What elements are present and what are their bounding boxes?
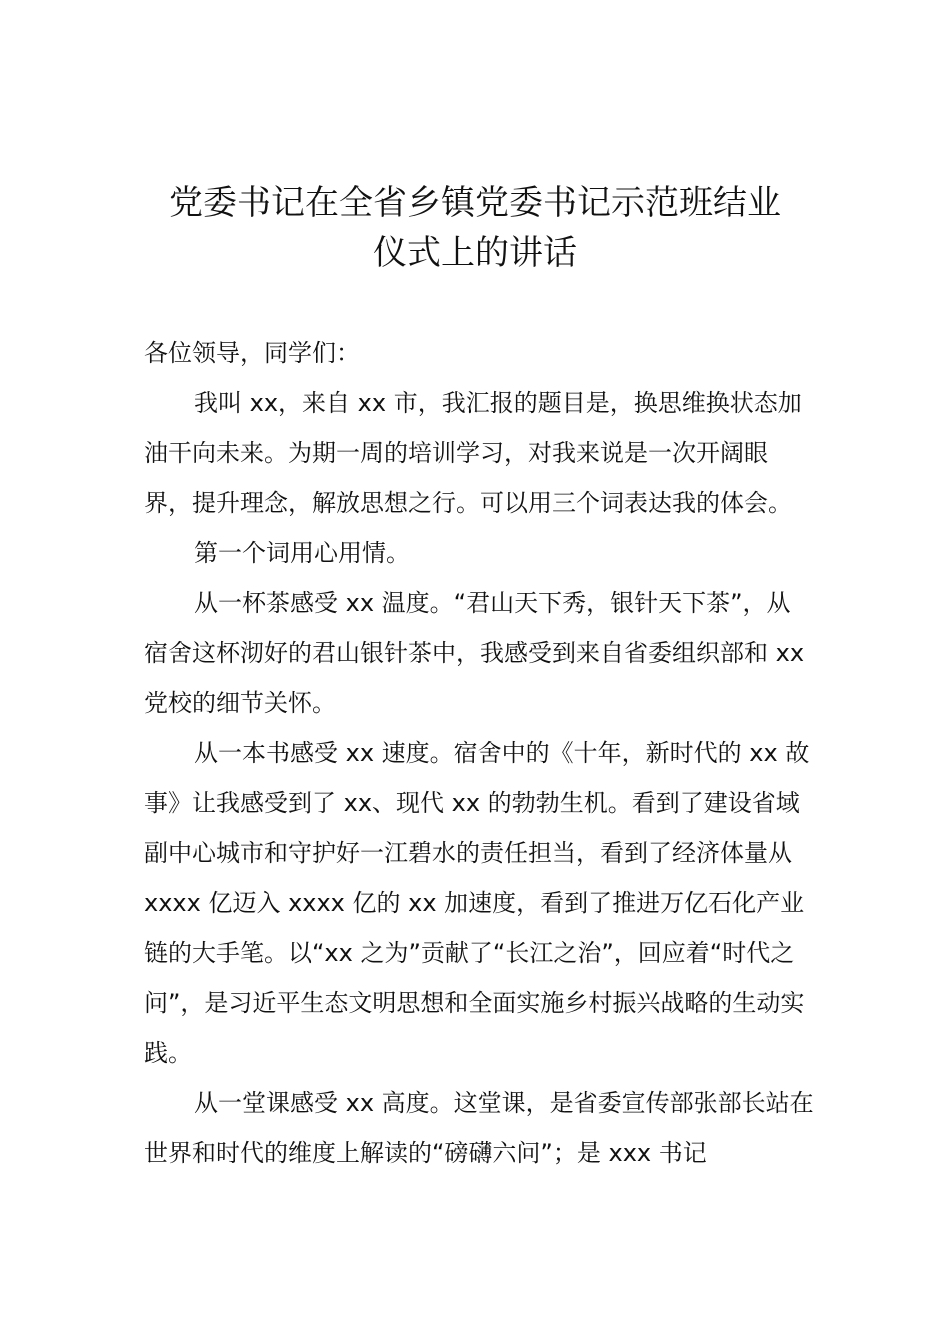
- paragraph-first-point: 第一个词用心用情。: [194, 539, 410, 567]
- title-line-1: 党委书记在全省乡镇党委书记示范班结业: [169, 183, 781, 223]
- document-body: [144, 328, 814, 1178]
- document-title: [130, 178, 820, 278]
- paragraph-book: 从一本书感受 xx 速度。宿舍中的《十年，新时代的 xx 故事》让我感受到了 xx、现代 xx 的勃勃生机。看到了建设省域副中心城市和守护好一江碧水的责任担当，看到了经济体量从 xxxx 亿迈入 xxxx 亿的 xx 加速度，看到了推进万亿石化产业链的大手笔。以“xx 之为”贡献了“长江之治”，回应着“时代之问”，是习近平生态文明思想和全面实施乡村振兴战略的生动实践。: [144, 739, 810, 1067]
- title-line-2: 仪式上的讲话: [373, 233, 577, 273]
- paragraph-lesson: 从一堂课感受 xx 高度。这堂课，是省委宣传部张部长站在世界和时代的维度上解读的“磅礴六问”；是 xxx 书记: [144, 1089, 814, 1167]
- paragraph-tea: 从一杯茶感受 xx 温度。“君山天下秀，银针天下茶”，从宿舍这杯沏好的君山银针茶中，我感受到来自省委组织部和 xx 党校的细节关怀。: [144, 589, 805, 717]
- paragraph-intro: 我叫 xx，来自 xx 市，我汇报的题目是，换思维换状态加油干向未来。为期一周的培训学习，对我来说是一次开阔眼界，提升理念，解放思想之行。可以用三个词表达我的体会。: [144, 389, 802, 517]
- salutation: 各位领导，同学们：: [144, 339, 360, 367]
